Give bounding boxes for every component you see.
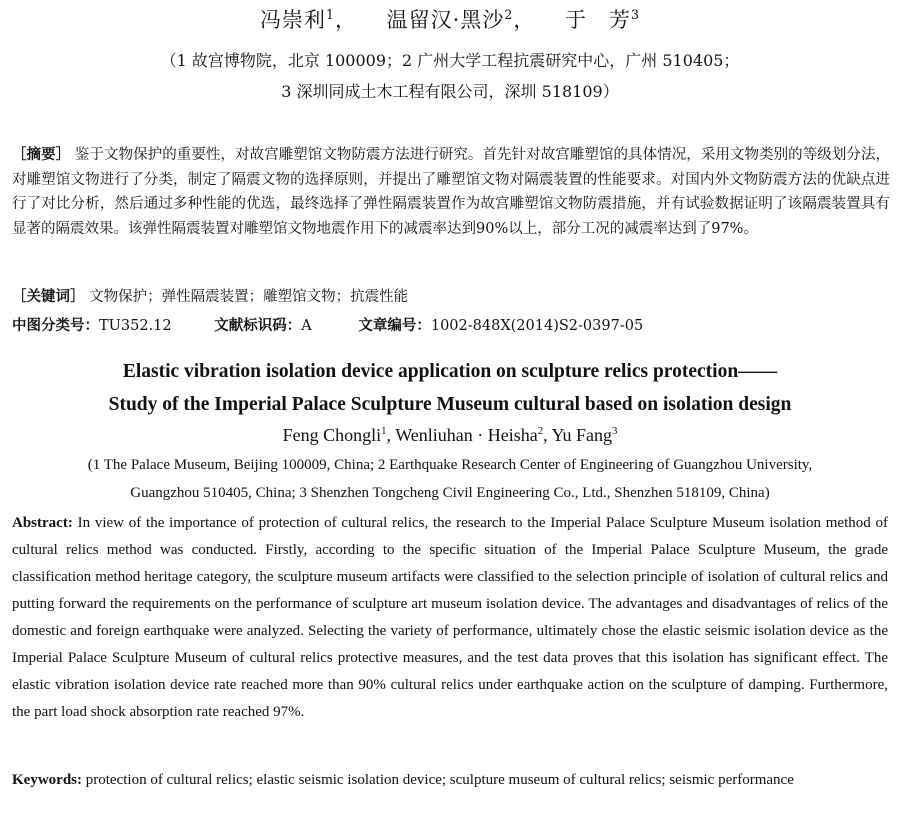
cn-abstract-text: 鉴于文物保护的重要性，对故宫雕塑馆文物防震方法进行研究。首先针对故宫雕塑馆的具体情况，采用文物类别的等级划分法，对雕塑馆文物进行了分类，制定了隔震文物的选择原则，并提出了雕塑馆文物对隔震装置的性能要求。对国内外文物防震方法的优缺点进行了对比分析，然后通过多种性能的优选，最终选择了弹性隔震装置作为故宫雕塑馆文物防震措施，并有试验数据证明了该隔震装置具有显著的隔震效果。该弹性隔震装置对雕塑馆文物地震作用下的减震率达到90%以上，部分工况的减震率达到了97%。 [12, 147, 891, 237]
classification-row [12, 316, 890, 336]
en-title-line-2: Study of the Imperial Palace Sculpture Museum cultural based on isolation design [108, 394, 792, 415]
en-keywords-label: Keywords: [12, 772, 82, 788]
clc-number: 中图分类号：TU352.12 [12, 317, 172, 334]
cn-author-separator: ， [513, 8, 536, 32]
en-author-name: Wenliuhan · Heisha [395, 425, 538, 445]
document-code: 文献标识码：A [214, 317, 312, 334]
cn-author-name: 于 芳 [565, 8, 632, 32]
cn-affiliation-line-2: 3 深圳同成土木工程有限公司，深圳 518109） [281, 82, 619, 101]
en-affiliation-line-1: (1 The Palace Museum, Beijing 100009, China; 2 Earthquake Research Center of Engineering of Guangzhou University, [87, 457, 813, 473]
en-author-name: Feng Chongli [282, 425, 382, 445]
cn-author-name: 冯崇利 [259, 8, 326, 32]
en-title-line-1: Elastic vibration isolation device application on sculpture relics protection—— [122, 361, 778, 382]
en-author-affiliation-mark: 2 [537, 425, 544, 437]
en-keywords-text: protection of cultural relics; elastic seismic isolation device; sculpture museum of cultural relics; seismic performance [85, 772, 794, 788]
cn-author-separator: ， [334, 8, 357, 32]
cn-affiliation-line-1: （1 故宫博物院，北京 100009；2 广州大学工程抗震研究中心，广州 510405； [160, 51, 740, 70]
en-author-affiliation-mark: 1 [381, 425, 387, 437]
en-abstract-text: In view of the importance of protection of cultural relics, the research to the Imperial Palace Sculpture Museum isolation method of cultural relics method was conducted. Firstly, according to the specific situation of the Imperial Palace Sculpture Museum, the grade classification method heritage category, the sculpture museum artifacts were classified to the selection principle of isolation of cultural relics and putting forward the requirements on the performance of sculpture art museum isolation device. The advantages and disadvantages of relics of the domestic and foreign earthquake were analyzed. Selecting the variety of performance, ultimately chose the elastic seismic isolation device as the Imperial Palace Sculpture Museum of cultural relics protective measures, and the test data proves that this isolation has significant effect. The elastic vibration isolation device rate reached more than 90% cultural relics under earthquake action on the sculpture of damping. Furthermore, the part load shock absorption rate reached 97%. [12, 515, 888, 720]
en-abstract-label: Abstract: [12, 515, 73, 531]
cn-author-affiliation-mark: 3 [631, 7, 641, 22]
cn-keywords-label: ［关键词］ [12, 288, 85, 305]
en-affiliation-line-2: Guangzhou 510405, China; 3 Shenzhen Tongcheng Civil Engineering Co., Ltd., Shenzhen 518109, China) [130, 485, 770, 501]
cn-abstract-label: ［摘要］ [12, 146, 71, 163]
cn-keywords-text: 文物保护；弹性隔震装置；雕塑馆文物；抗震性能 [89, 289, 409, 305]
cn-abstract [12, 143, 890, 241]
en-author-affiliation-mark: 3 [611, 425, 618, 437]
article-number: 文章编号：1002-848X(2014)S2-0397-05 [358, 317, 644, 334]
cn-author-name: 温留汉·黑沙 [386, 8, 505, 32]
en-author-name: Yu Fang [551, 425, 612, 445]
en-author-line: Feng Chongli$^1$, Wenliuhan · Heisha$^2$, Yu Fang$^3$ [282, 425, 618, 445]
cn-keywords [12, 287, 890, 307]
cn-author-affiliation-mark: 2 [504, 7, 514, 22]
cn-author-affiliation-mark: 1 [325, 7, 335, 22]
cn-author-line [0, 6, 900, 34]
en-abstract [12, 510, 888, 726]
en-keywords [12, 767, 888, 794]
